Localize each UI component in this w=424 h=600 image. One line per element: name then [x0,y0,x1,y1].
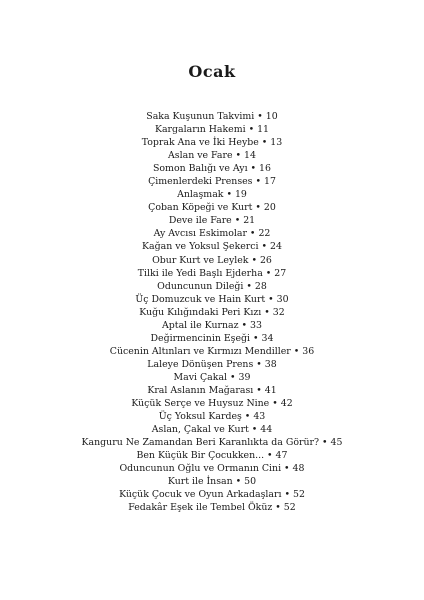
toc-entry [0,201,424,214]
toc-entry-text: Değirmencinin Eşeği • 34 [150,332,274,344]
toc-entry-text: Fedakâr Eşek ile Tembel Öküz • 52 [128,502,296,514]
section-title: Ocak [188,62,236,81]
toc-entry [0,293,424,306]
toc-entry-text: Kargaların Hakemi • 11 [154,124,270,136]
toc-entry-text: Toprak Ana ve İki Heybe • 13 [141,137,283,149]
toc-entry-text: Cücenin Altınları ve Kırmızı Mendiller • 36 [109,345,315,357]
toc-entry-text: Mavi Çakal • 39 [173,371,251,383]
toc-entry-text: Aslan ve Fare • 14 [168,150,256,162]
toc-entry-text: Tilki ile Yedi Başlı Ejderha • 27 [137,267,287,279]
toc-entry-text: Saka Kuşunun Takvimi • 10 [146,111,278,122]
toc-entry-text: Küçük Serçe ve Huysuz Nine • 42 [131,398,293,410]
toc-entry-text: Aptal ile Kurnaz • 33 [162,319,262,331]
toc-entry [0,149,424,162]
toc-entry [0,123,424,136]
toc-entry [0,306,424,319]
toc-entry-text: Çimenlerdeki Prenses • 17 [148,176,276,188]
toc-entry-text: Üç Domuzcuk ve Hain Kurt • 30 [135,293,289,305]
toc-entry [0,475,424,488]
toc-entry [0,371,424,384]
toc-entry [0,436,424,449]
toc-entry-text: Kral Aslanın Mağarası • 41 [147,384,277,396]
toc-entry-text: Anlaşmak • 19 [177,189,247,201]
toc-entry [0,488,424,501]
toc-entry [0,332,424,345]
toc-entry [0,397,424,410]
toc-entry [0,345,424,358]
toc-entry [0,227,424,240]
toc-entry [0,462,424,475]
toc-entry [0,280,424,293]
toc-entry [0,267,424,280]
toc-entry-text: Ay Avcısı Eskimolar • 22 [153,228,271,240]
toc-entry-text: Kurt ile İnsan • 50 [167,476,257,488]
toc-entry [0,188,424,201]
toc-entry [0,240,424,253]
toc-entry [0,423,424,436]
toc-entry-text: Deve ile Fare • 21 [168,215,256,227]
toc-entry [0,254,424,267]
toc-entry-text: Somon Balığı ve Ayı • 16 [152,163,271,175]
toc-entry-text: Obur Kurt ve Leylek • 26 [152,254,272,266]
toc-entry [0,501,424,514]
toc-entry-text: Aslan, Çakal ve Kurt • 44 [151,424,273,436]
toc-entry-text: Küçük Çocuk ve Oyun Arkadaşları • 52 [119,489,305,501]
toc-entry-text: Ben Küçük Bir Çocukken... • 47 [136,450,288,462]
toc-entry [0,410,424,423]
toc-entry [0,136,424,149]
toc-entry [0,358,424,371]
toc-entry [0,449,424,462]
toc-entry [0,110,424,123]
toc-entry-text: Kuğu Kılığındaki Peri Kızı • 32 [139,306,285,318]
toc-entry [0,175,424,188]
toc-entry [0,319,424,332]
toc-entry-text: Üç Yoksul Kardeş • 43 [158,411,266,423]
toc-entry [0,384,424,397]
toc-entry-text: Çoban Köpeği ve Kurt • 20 [148,202,276,214]
toc-entry-text: Laleye Dönüşen Prens • 38 [147,358,277,370]
toc-entry-text: Oduncunun Oğlu ve Ormanın Cini • 48 [119,463,305,475]
toc-entry [0,162,424,175]
toc-entry-text: Oduncunun Dileği • 28 [157,280,267,292]
toc-entry-text: Kanguru Ne Zamandan Beri Karanlıkta da Görür? • 45 [81,437,343,449]
toc-entry [0,214,424,227]
table-of-contents [0,110,424,514]
toc-entry-text: Kağan ve Yoksul Şekerci • 24 [142,241,282,253]
